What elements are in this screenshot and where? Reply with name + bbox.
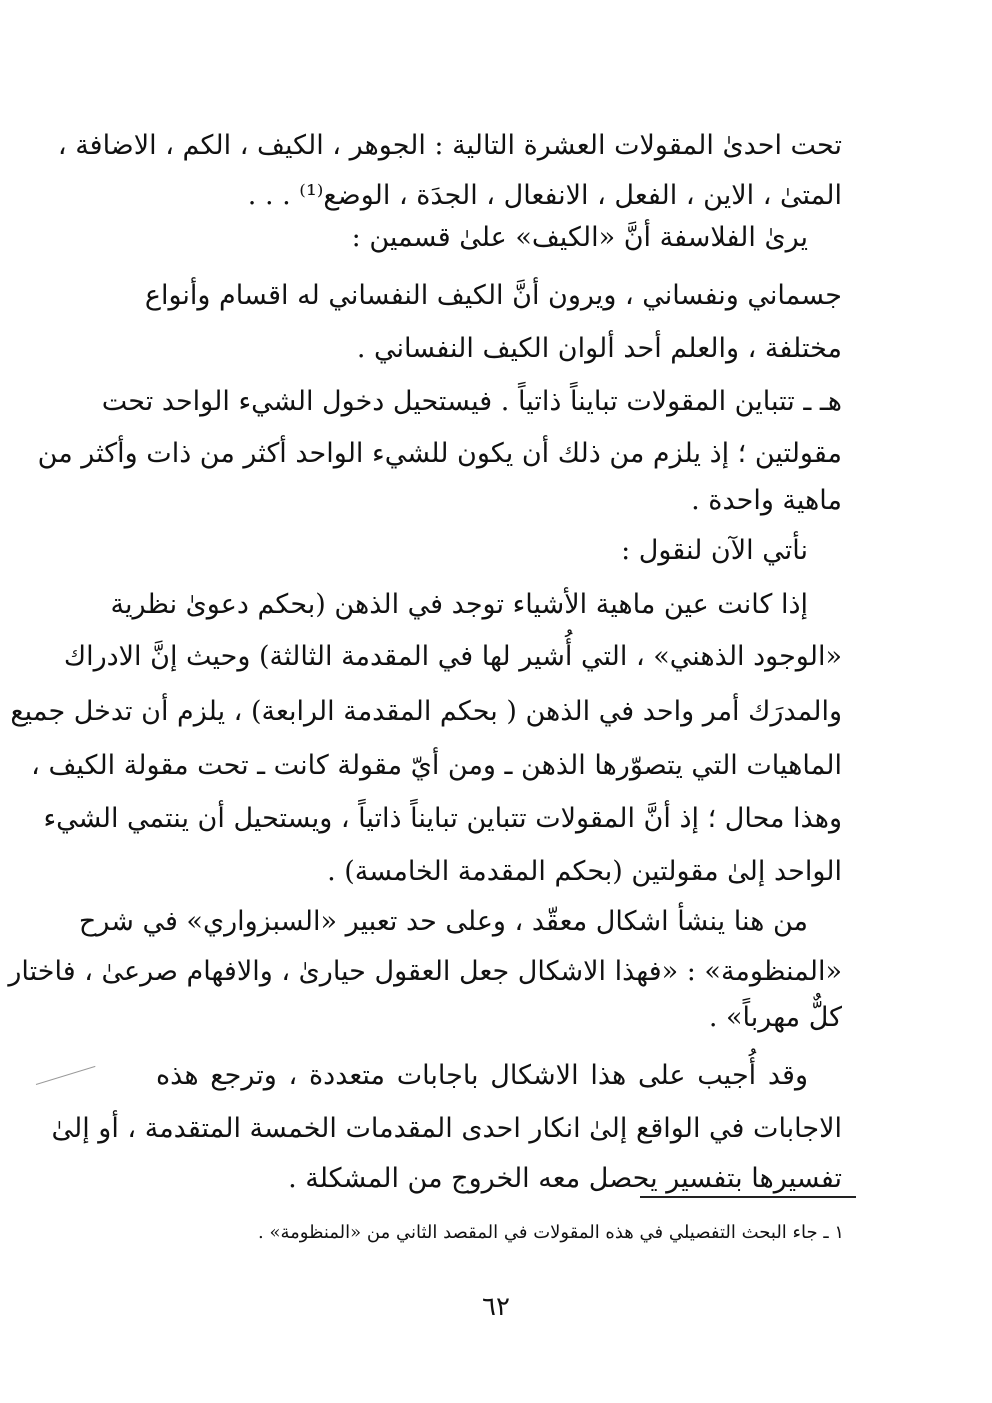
text-line: المتىٰ ، الاين ، الفعل ، الانفعال ، الجدَة ، الوضع⁽¹⁾ . . .	[247, 180, 842, 211]
text-line: مقولتين ؛ إذ يلزم من ذلك أن يكون للشيء الواحد أكثر من ذات وأكثر من	[37, 438, 842, 469]
text-line: من هنا ينشأ اشكال معقّد ، وعلى حد تعبير «السبزواري» في شرح	[78, 906, 808, 937]
page-number: ٦٢	[482, 1292, 510, 1322]
text-line: تفسيرها بتفسير يحصل معه الخروج من المشكلة .	[288, 1163, 842, 1194]
text-line: الماهيات التي يتصوّرها الذهن ـ ومن أيّ مقولة كانت ـ تحت مقولة الكيف ،	[31, 750, 842, 781]
text-line: وقد أُجيب على هذا الاشكال باجابات متعددة ، وترجع هذه	[156, 1060, 809, 1091]
text-line: «المنظومة» : «فهذا الاشكال جعل العقول حيارىٰ ، والافهام صرعىٰ ، فاختار	[8, 956, 842, 987]
text-line: جسماني ونفساني ، ويرون أنَّ الكيف النفساني له اقسام وأنواع	[144, 280, 842, 311]
footnote-separator	[640, 1196, 856, 1198]
footnote: ١ ـ جاء البحث التفصيلي في هذه المقولات في المقصد الثاني من «المنظومة» .	[258, 1222, 844, 1243]
text-line: وهذا محال ؛ إذ أنَّ المقولات تتباين تبايناً ذاتياً ، ويستحيل أن ينتمي الشيء	[43, 803, 842, 834]
text-line: الواحد إلىٰ مقولتين (بحكم المقدمة الخامسة) .	[327, 856, 842, 887]
text-line: كلٌّ مهرباً» .	[708, 1002, 842, 1033]
stray-pen-mark	[36, 1066, 96, 1085]
text-line: تحت احدىٰ المقولات العشرة التالية : الجوهر ، الكيف ، الكم ، الاضافة ،	[57, 130, 842, 161]
text-line: نأتي الآن لنقول :	[621, 535, 808, 566]
text-line: هـ ـ تتباين المقولات تبايناً ذاتياً . فيستحيل دخول الشيء الواحد تحت	[101, 386, 842, 417]
text-line: «الوجود الذهني» ، التي أُشير لها في المقدمة الثالثة) وحيث إنَّ الادراك	[63, 641, 842, 672]
text-line: مختلفة ، والعلم أحد ألوان الكيف النفساني .	[356, 333, 842, 364]
text-line: يرىٰ الفلاسفة أنَّ «الكيف» علىٰ قسمين :	[351, 222, 808, 253]
text-line: ماهية واحدة .	[691, 485, 842, 516]
text-line: والمدرَك أمر واحد في الذهن ( بحكم المقدمة الرابعة) ، يلزم أن تدخل جميع	[10, 696, 842, 727]
text-line: الاجابات في الواقع إلىٰ انكار احدى المقدمات الخمسة المتقدمة ، أو إلىٰ	[51, 1113, 842, 1144]
text-line: إذا كانت عين ماهية الأشياء توجد في الذهن (بحكم دعوىٰ نظرية	[110, 589, 808, 620]
